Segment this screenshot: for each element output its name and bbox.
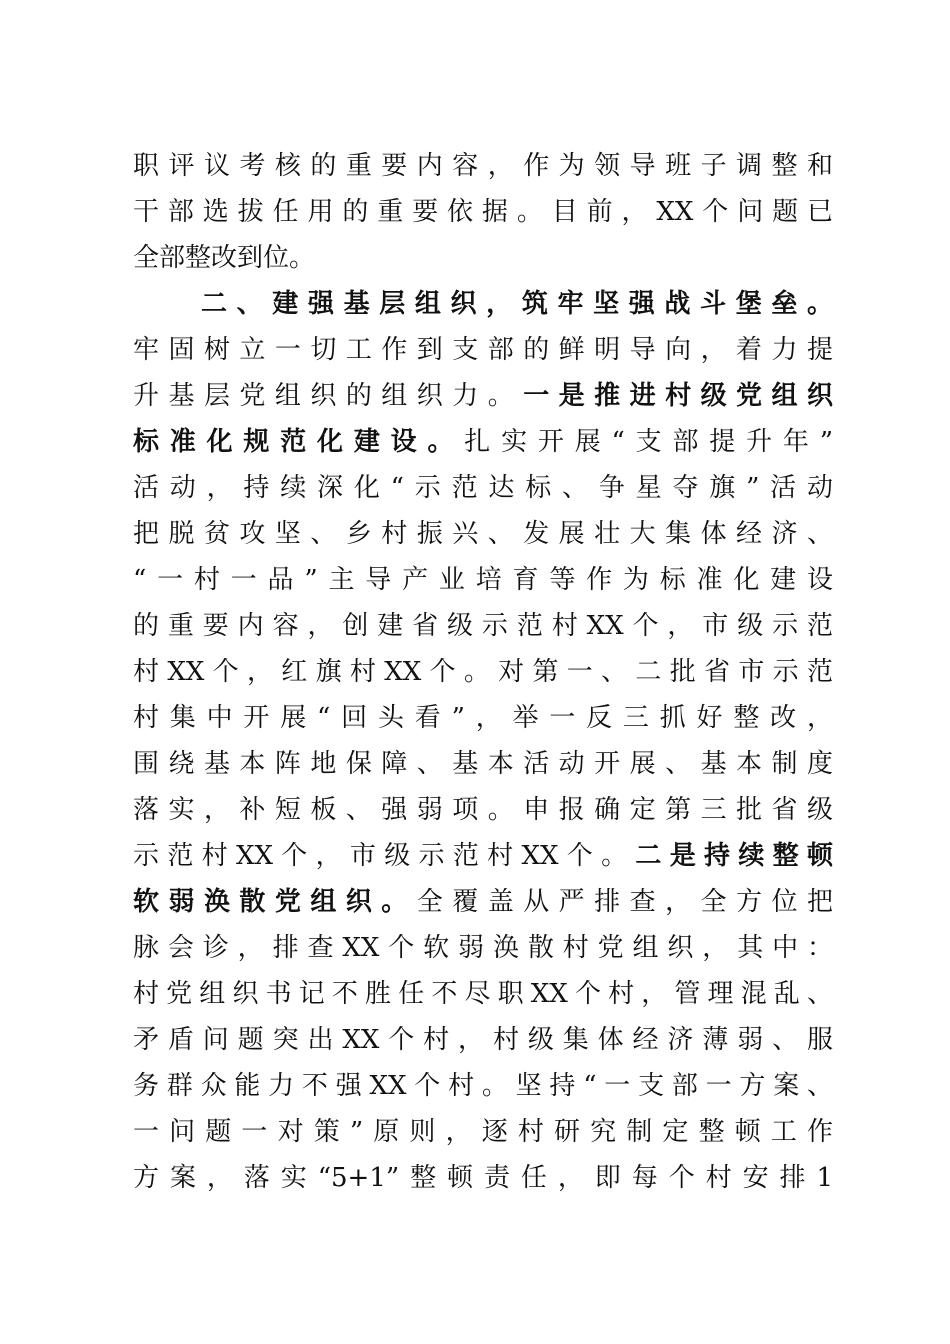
paragraph-line [133,971,833,1017]
text-run: 干部选拔任用的重要依据。目前，XX个问题已 [133,197,833,227]
text-run: “一村一品”主导产业培育等作为标准化建设 [133,565,833,595]
text-run: 的重要内容，创建省级示范村XX个，市级示范 [133,611,833,641]
paragraph-line [133,695,833,741]
paragraph-line [133,879,833,925]
paragraph-line [133,1017,833,1063]
bold-text-run: 二是持续整顿 [635,841,833,871]
paragraph-line [133,327,833,373]
paragraph-line [133,649,833,695]
paragraph-line [133,189,833,235]
paragraph-line [133,741,833,787]
text-run: 升基层党组织的组织力。 [133,381,524,411]
text-run: 矛盾问题突出XX个村，村级集体经济薄弱、服 [133,1025,833,1055]
text-run: 牢固树立一切工作到支部的鲜明导向，着力提 [133,335,833,365]
text-run: 把脱贫攻坚、乡村振兴、发展壮大集体经济、 [133,519,833,549]
text-run: 扎实开展“支部提升年” [464,427,833,457]
text-run: 村党组织书记不胜任不尽职XX个村，管理混乱、 [133,979,833,1009]
text-run: 围绕基本阵地保障、基本活动开展、基本制度 [133,749,833,779]
text-run: 全部整改到位。 [133,243,316,273]
text-run: 村集中开展“回头看”，举一反三抓好整改， [133,703,833,733]
paragraph-line [133,833,833,879]
text-run: 村XX个，红旗村XX个。对第一、二批省市示范 [133,657,833,687]
paragraph-line [133,143,833,189]
bold-text-run: 一是推进村级党组织 [523,381,833,411]
text-run: 方案，落实“5+1”整顿责任，即每个村安排1 [133,1163,833,1193]
text-run: 全覆盖从严排查，全方位把 [416,887,833,917]
paragraph-line [133,925,833,971]
text-run: 活动，持续深化“示范达标、争星夺旗”活动 [133,473,833,503]
bold-text-run: 二、建强基层组织，筑牢坚强战斗堡垒。 [201,289,833,319]
text-run: 落实，补短板、强弱项。申报确定第三批省级 [133,795,833,825]
text-run: 示范村XX个，市级示范村XX个。 [133,841,636,871]
paragraph-line [133,787,833,833]
paragraph-line [133,1063,833,1109]
paragraph-line [133,1109,833,1155]
paragraph-line [133,465,833,511]
paragraph-line [133,235,833,281]
paragraph-line [133,557,833,603]
paragraph-line [133,511,833,557]
bold-text-run: 软弱涣散党组织。 [133,887,417,917]
text-run: 职评议考核的重要内容，作为领导班子调整和 [133,151,833,181]
text-run: 一问题一对策”原则，逐村研究制定整顿工作 [133,1117,833,1147]
text-run: 脉会诊，排查XX个软弱涣散村党组织，其中： [133,933,833,963]
section-heading [133,281,833,327]
paragraph-line [133,603,833,649]
paragraph-line [133,1155,833,1201]
text-run: 务群众能力不强XX个村。坚持“一支部一方案、 [133,1071,833,1101]
paragraph-line [133,419,833,465]
bold-text-run: 标准化规范化建设。 [133,427,465,457]
document-body [133,143,833,1201]
paragraph-line [133,373,833,419]
